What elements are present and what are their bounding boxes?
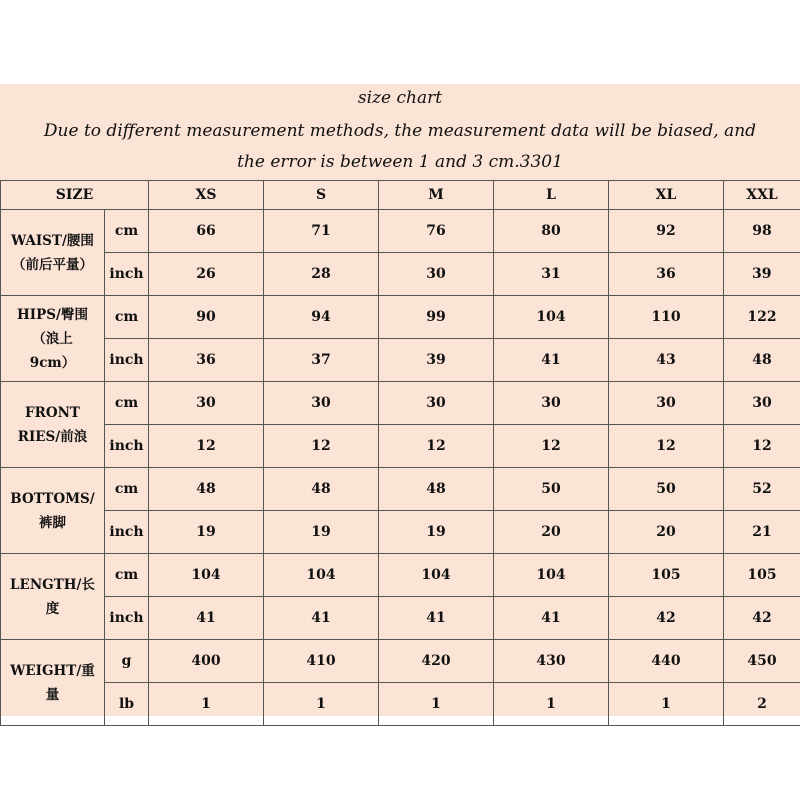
value-cell: 36	[149, 339, 264, 382]
value-cell: 410	[264, 640, 379, 683]
value-cell: 2	[724, 683, 800, 726]
unit-cell: lb	[105, 683, 149, 726]
value-cell: 12	[379, 425, 494, 468]
value-cell: 41	[149, 597, 264, 640]
measurement-row	[1, 597, 800, 640]
size-header-cell: SIZE	[1, 181, 149, 210]
value-cell: 48	[149, 468, 264, 511]
value-cell: 1	[149, 683, 264, 726]
value-cell: 52	[724, 468, 800, 511]
value-cell: 30	[724, 382, 800, 425]
value-cell: 19	[149, 511, 264, 554]
value-cell: 104	[264, 554, 379, 597]
value-cell: 30	[379, 253, 494, 296]
value-cell: 28	[264, 253, 379, 296]
unit-cell: cm	[105, 468, 149, 511]
value-cell: 1	[264, 683, 379, 726]
value-cell: 30	[264, 382, 379, 425]
value-cell: 71	[264, 210, 379, 253]
measurement-row	[1, 554, 800, 597]
measurement-row	[1, 640, 800, 683]
value-cell: 37	[264, 339, 379, 382]
unit-cell: cm	[105, 296, 149, 339]
value-cell: 48	[264, 468, 379, 511]
value-cell: 122	[724, 296, 800, 339]
value-cell: 98	[724, 210, 800, 253]
value-cell: 50	[609, 468, 724, 511]
chart-title: size chart	[357, 88, 443, 108]
value-cell: 450	[724, 640, 800, 683]
value-cell: 48	[724, 339, 800, 382]
value-cell: 440	[609, 640, 724, 683]
value-cell: 30	[379, 382, 494, 425]
measurement-row	[1, 683, 800, 726]
measurement-label: HIPS/臀围 （浪上 9cm）	[1, 296, 105, 382]
value-cell: 41	[264, 597, 379, 640]
measurement-row	[1, 382, 800, 425]
size-column-header-l: L	[494, 181, 609, 210]
value-cell: 30	[149, 382, 264, 425]
unit-cell: cm	[105, 382, 149, 425]
unit-cell: g	[105, 640, 149, 683]
measurement-row	[1, 210, 800, 253]
value-cell: 50	[494, 468, 609, 511]
size-column-header-s: S	[264, 181, 379, 210]
value-cell: 21	[724, 511, 800, 554]
value-cell: 19	[379, 511, 494, 554]
value-cell: 42	[609, 597, 724, 640]
measurement-row	[1, 425, 800, 468]
value-cell: 105	[609, 554, 724, 597]
value-cell: 26	[149, 253, 264, 296]
unit-cell: inch	[105, 425, 149, 468]
measurement-label: WEIGHT/重 量	[1, 640, 105, 726]
measurement-row	[1, 339, 800, 382]
measurement-note-line-1: Due to different measurement methods, the measurement data will be biased, and	[43, 121, 757, 141]
value-cell: 104	[149, 554, 264, 597]
unit-cell: inch	[105, 339, 149, 382]
value-cell: 110	[609, 296, 724, 339]
value-cell: 20	[609, 511, 724, 554]
value-cell: 31	[494, 253, 609, 296]
size-table	[0, 180, 800, 726]
measurement-row	[1, 253, 800, 296]
value-cell: 105	[724, 554, 800, 597]
value-cell: 41	[494, 597, 609, 640]
value-cell: 104	[379, 554, 494, 597]
unit-cell: cm	[105, 554, 149, 597]
measurement-label: BOTTOMS/ 裤脚	[1, 468, 105, 554]
value-cell: 20	[494, 511, 609, 554]
measurement-row	[1, 511, 800, 554]
value-cell: 80	[494, 210, 609, 253]
measurement-label: FRONT RIES/前浪	[1, 382, 105, 468]
unit-cell: inch	[105, 597, 149, 640]
value-cell: 1	[494, 683, 609, 726]
value-cell: 92	[609, 210, 724, 253]
unit-cell: inch	[105, 511, 149, 554]
value-cell: 43	[609, 339, 724, 382]
value-cell: 19	[264, 511, 379, 554]
value-cell: 66	[149, 210, 264, 253]
measurement-label: LENGTH/长 度	[1, 554, 105, 640]
size-chart-sheet	[0, 84, 800, 716]
value-cell: 94	[264, 296, 379, 339]
value-cell: 12	[149, 425, 264, 468]
value-cell: 104	[494, 296, 609, 339]
unit-cell: cm	[105, 210, 149, 253]
value-cell: 30	[609, 382, 724, 425]
value-cell: 12	[724, 425, 800, 468]
value-cell: 1	[379, 683, 494, 726]
measurement-note-line-2: the error is between 1 and 3 cm.3301	[237, 152, 563, 172]
size-header-row	[1, 181, 800, 210]
measurement-label: WAIST/腰围 （前后平量）	[1, 210, 105, 296]
size-column-header-xxl: XXL	[724, 181, 800, 210]
value-cell: 90	[149, 296, 264, 339]
value-cell: 48	[379, 468, 494, 511]
value-cell: 104	[494, 554, 609, 597]
value-cell: 12	[609, 425, 724, 468]
size-column-header-m: M	[379, 181, 494, 210]
value-cell: 99	[379, 296, 494, 339]
value-cell: 1	[609, 683, 724, 726]
value-cell: 30	[494, 382, 609, 425]
measurement-row	[1, 468, 800, 511]
value-cell: 41	[494, 339, 609, 382]
value-cell: 430	[494, 640, 609, 683]
value-cell: 12	[494, 425, 609, 468]
value-cell: 420	[379, 640, 494, 683]
measurement-row	[1, 296, 800, 339]
value-cell: 39	[379, 339, 494, 382]
value-cell: 400	[149, 640, 264, 683]
chart-header	[0, 84, 800, 180]
value-cell: 42	[724, 597, 800, 640]
unit-cell: inch	[105, 253, 149, 296]
value-cell: 76	[379, 210, 494, 253]
value-cell: 39	[724, 253, 800, 296]
value-cell: 36	[609, 253, 724, 296]
value-cell: 41	[379, 597, 494, 640]
size-column-header-xl: XL	[609, 181, 724, 210]
value-cell: 12	[264, 425, 379, 468]
size-column-header-xs: XS	[149, 181, 264, 210]
